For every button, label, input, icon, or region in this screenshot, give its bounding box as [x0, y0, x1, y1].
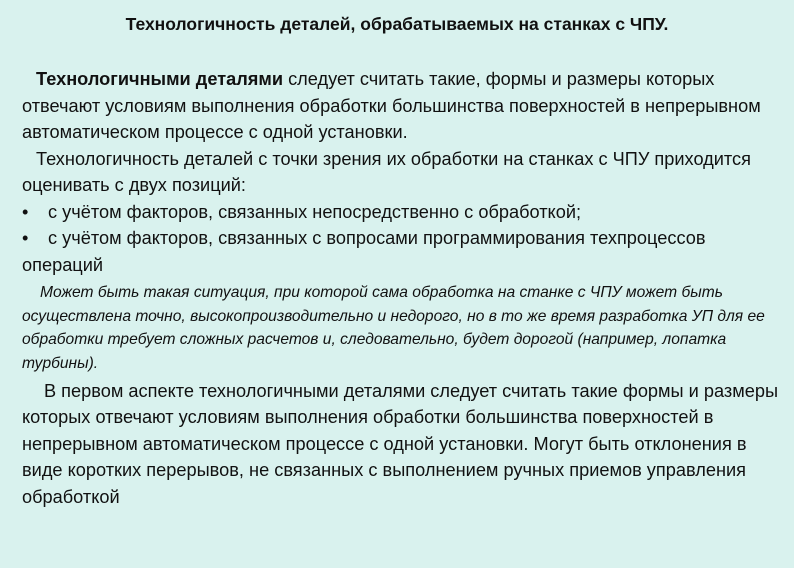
example-note: Может быть такая ситуация, при которой сама обработка на станке с ЧПУ может быть осуществлена точно, высокопроизводительно и недорого, но в то же время разработка УП для ее обработки требует сложных расчетов и, следовательно, будет дорогой (например, лопатка турбины). — [22, 284, 765, 373]
definition-paragraph — [22, 66, 782, 146]
list-item-text: с учётом факторов, связанных непосредственно с обработкой; — [48, 201, 582, 222]
slide-body — [22, 66, 782, 510]
list-item-text: с учётом факторов, связанных с вопросами программирования техпроцессов операций — [22, 228, 706, 275]
list-item — [22, 225, 782, 278]
bullet-icon: • — [22, 201, 29, 222]
definition-term: Технологичными деталями — [36, 69, 284, 89]
evaluation-paragraph: Технологичность деталей с точки зрения их обработки на станках с ЧПУ приходится оценивать с двух позиций: — [22, 148, 752, 195]
first-aspect-paragraph: В первом аспекте технологичными деталями следует считать такие формы и размеры которых отвечают условиям выполнения обработки большинства поверхностей в непрерывном автоматическом процессе с одной установки. Могут быть отклонения в виде коротких перерывов, не связанных с выполнением ручных приемов управления обработкой — [22, 380, 779, 507]
list-item — [22, 199, 782, 226]
slide-title: Технологичность деталей, обрабатываемых на станках с ЧПУ. — [125, 14, 669, 34]
bullet-icon: • — [22, 228, 29, 248]
definition-text: следует считать такие, формы и размеры которых отвечают условиям выполнения обработки большинства поверхностей в непрерывном автоматическом процессе с одной установки. — [22, 69, 761, 142]
